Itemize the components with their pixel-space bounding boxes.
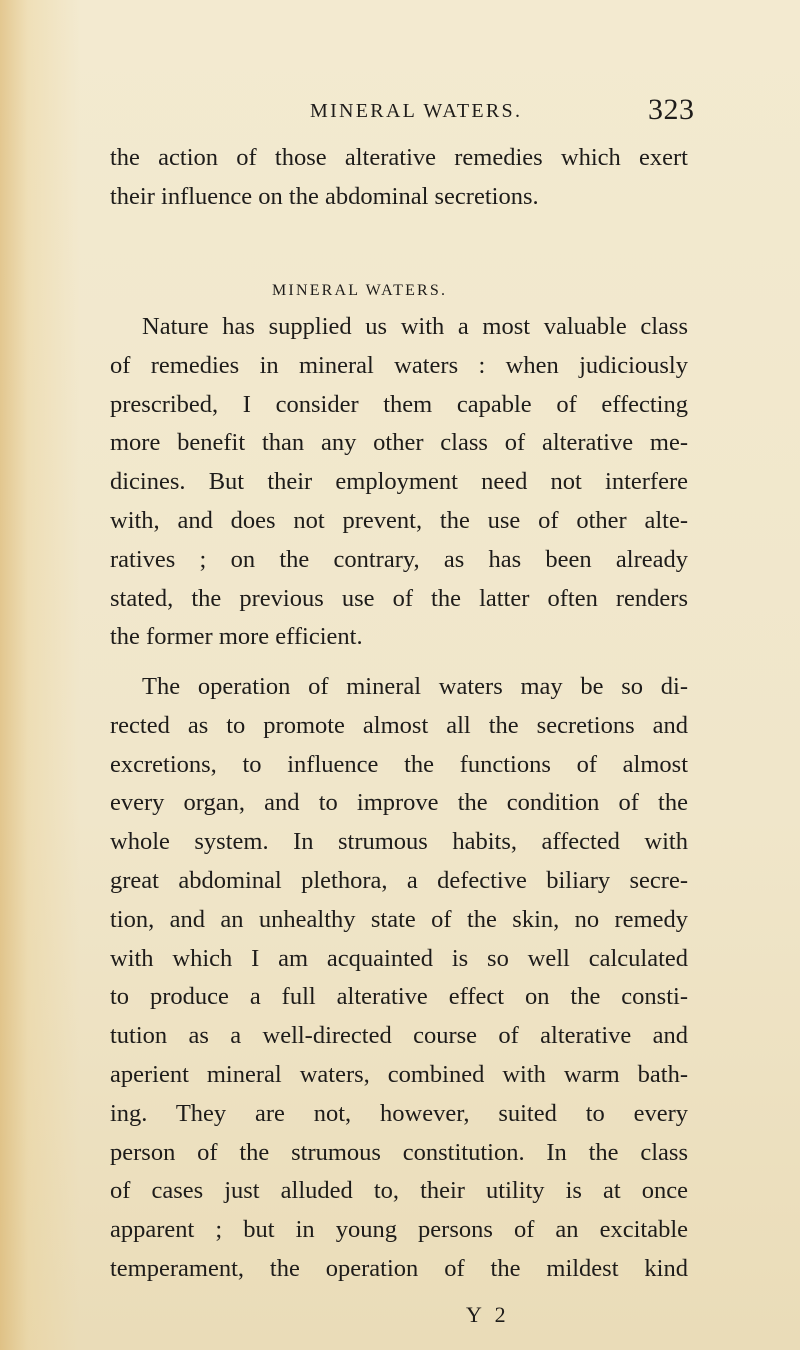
text-line: with, and does not prevent, the use of other alte- [110, 506, 688, 534]
text-line: to produce a full alterative effect on the consti- [110, 983, 688, 1011]
page-number: 323 [648, 93, 695, 126]
text-line: The operation of mineral waters may be so di- [142, 673, 688, 700]
text-line: person of the strumous constitution. In the class [110, 1138, 688, 1166]
intro-paragraph [110, 139, 688, 217]
text-line: with which I am acquainted is so well calculated [110, 944, 688, 972]
text-line: aperient mineral waters, combined with warm bath- [110, 1060, 688, 1088]
text-line: the former more efficient. [110, 623, 363, 651]
running-head: MINERAL WATERS. [310, 100, 523, 122]
text-line: of cases just alluded to, their utility is at once [110, 1177, 688, 1205]
paragraph-2 [110, 668, 688, 1289]
text-line: whole system. In strumous habits, affected with [110, 828, 688, 856]
text-line: rected as to promote almost all the secretions and [110, 711, 688, 739]
text-line: ing. They are not, however, suited to every [110, 1099, 688, 1127]
text-line: great abdominal plethora, a defective biliary secre- [110, 866, 688, 894]
text-line: more benefit than any other class of alterative me- [110, 429, 688, 457]
text-line: of remedies in mineral waters : when judiciously [110, 351, 688, 379]
text-line: temperament, the operation of the mildest kind [110, 1254, 688, 1282]
text-line: apparent ; but in young persons of an excitable [110, 1216, 688, 1244]
text-line: dicines. But their employment need not interfere [110, 468, 688, 496]
paragraph-1 [110, 308, 688, 657]
text-line: prescribed, I consider them capable of effecting [110, 390, 688, 418]
text-line: every organ, and to improve the condition of the [110, 789, 688, 817]
section-heading: MINERAL WATERS. [272, 282, 448, 299]
signature-mark: Y 2 [466, 1302, 510, 1327]
text-line: tution as a well-directed course of alterative and [110, 1022, 688, 1050]
text-line: Nature has supplied us with a most valuable class [142, 313, 688, 340]
text-line: stated, the previous use of the latter often renders [110, 584, 688, 612]
text-line: their influence on the abdominal secretions. [110, 182, 539, 210]
text-line: excretions, to influence the functions of almost [110, 750, 688, 778]
text-line: tion, and an unhealthy state of the skin, no remedy [110, 905, 688, 933]
text-line: ratives ; on the contrary, as has been already [110, 545, 688, 573]
text-line: the action of those alterative remedies which exert [110, 144, 688, 171]
